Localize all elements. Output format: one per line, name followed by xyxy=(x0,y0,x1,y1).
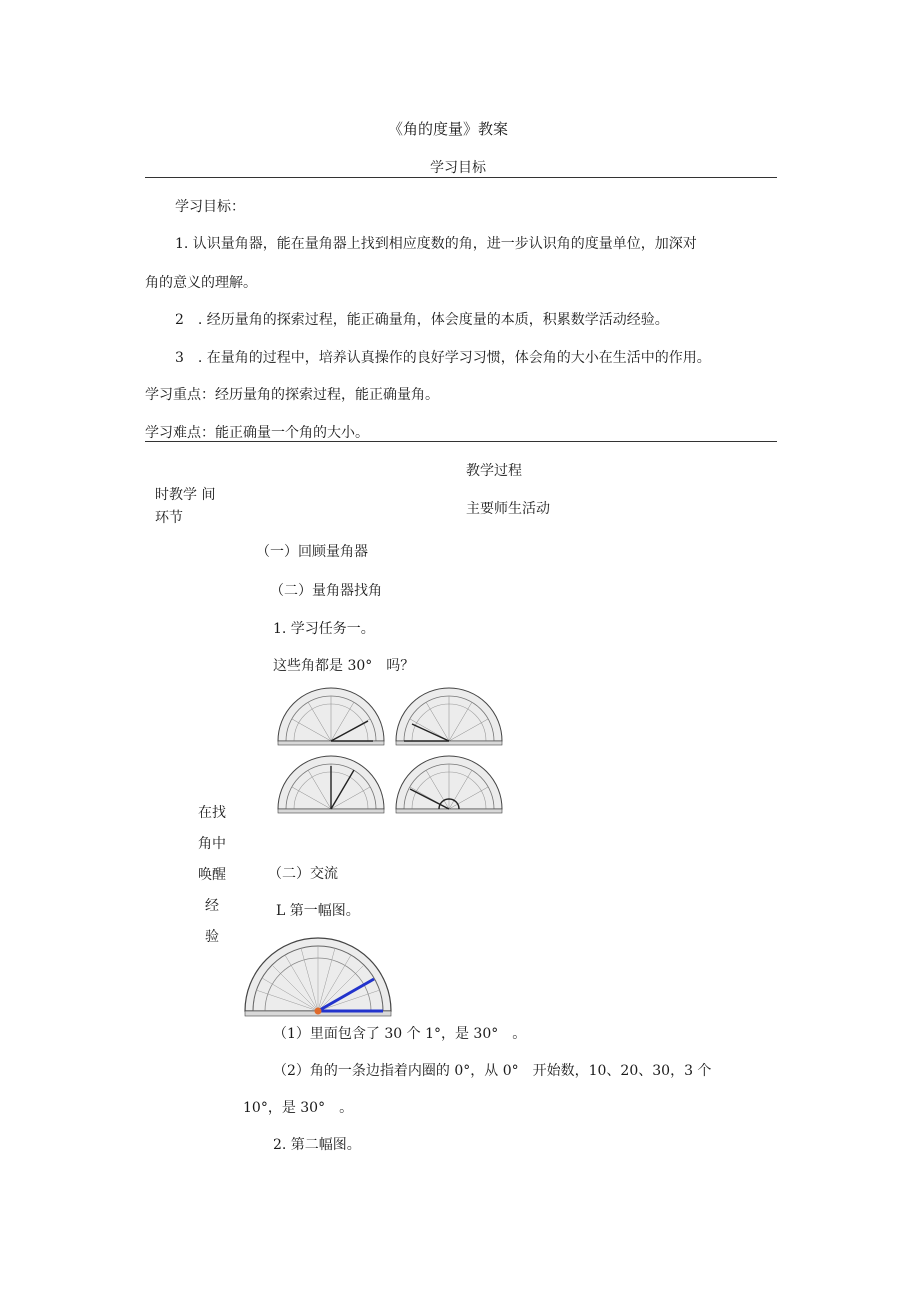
protractor-grid-icon xyxy=(268,684,508,814)
point-2-line-2: 10°，是 30° 。 xyxy=(243,1100,354,1116)
figure-2-label: 2. 第二幅图。 xyxy=(273,1137,361,1153)
header-left-1: 时教学 间 xyxy=(155,487,216,503)
objectives-label: 学习目标： xyxy=(175,199,245,215)
header-process: 教学过程 xyxy=(466,463,522,479)
stage-label-line: 角中 xyxy=(198,836,226,852)
stage-label xyxy=(195,806,229,961)
difficulty: 学习难点：能正确量一个角的大小。 xyxy=(145,425,369,441)
protractor-large-icon xyxy=(243,929,393,1019)
objective-1-line-2: 角的意义的理解。 xyxy=(145,275,257,291)
question: 这些角都是 30° 吗？ xyxy=(273,658,415,674)
stage-label-line: 经 xyxy=(205,898,219,914)
doc-title: 《角的度量》教案 xyxy=(388,120,509,138)
step-3: （二）交流 xyxy=(268,866,338,882)
header-left-2: 环节 xyxy=(155,510,183,526)
step-1: （一）回顾量角器 xyxy=(256,544,368,560)
objective-1-line-1: 1. 认识量角器，能在量角器上找到相应度数的角，进一步认识角的度量单位，加深对 xyxy=(175,236,697,252)
section-rule-bottom xyxy=(145,441,777,442)
stage-label-line: 在找 xyxy=(198,805,226,821)
header-activity: 主要师生活动 xyxy=(466,501,550,517)
objective-2: 2 . 经历量角的探索过程，能正确量角，体会度量的本质，积累数学活动经验。 xyxy=(175,312,669,328)
vertex-dot xyxy=(315,1008,322,1015)
section-rule-top xyxy=(145,177,777,178)
protractor-4 xyxy=(396,756,502,813)
objective-3: 3 . 在量角的过程中，培养认真操作的良好学习习惯，体会角的大小在生活中的作用。 xyxy=(175,350,711,366)
protractor-1 xyxy=(278,688,384,745)
section-heading: 学习目标 xyxy=(430,160,486,176)
protractor-3 xyxy=(278,756,384,813)
step-2: （二）量角器找角 xyxy=(270,583,382,599)
protractor-2 xyxy=(396,688,502,745)
figure-1-label: L 第一幅图。 xyxy=(276,903,360,919)
key-point: 学习重点：经历量角的探索过程，能正确量角。 xyxy=(145,387,439,403)
stage-label-line: 唤醒 xyxy=(198,867,226,883)
stage-label-line: 验 xyxy=(205,929,219,945)
point-1: （1）里面包含了 30 个 1°，是 30° 。 xyxy=(273,1026,527,1042)
point-2-line-1: （2）角的一条边指着内圈的 0°，从 0° 开始数，10、20、30，3 个 xyxy=(273,1063,712,1079)
task-1: 1. 学习任务一。 xyxy=(273,621,375,637)
